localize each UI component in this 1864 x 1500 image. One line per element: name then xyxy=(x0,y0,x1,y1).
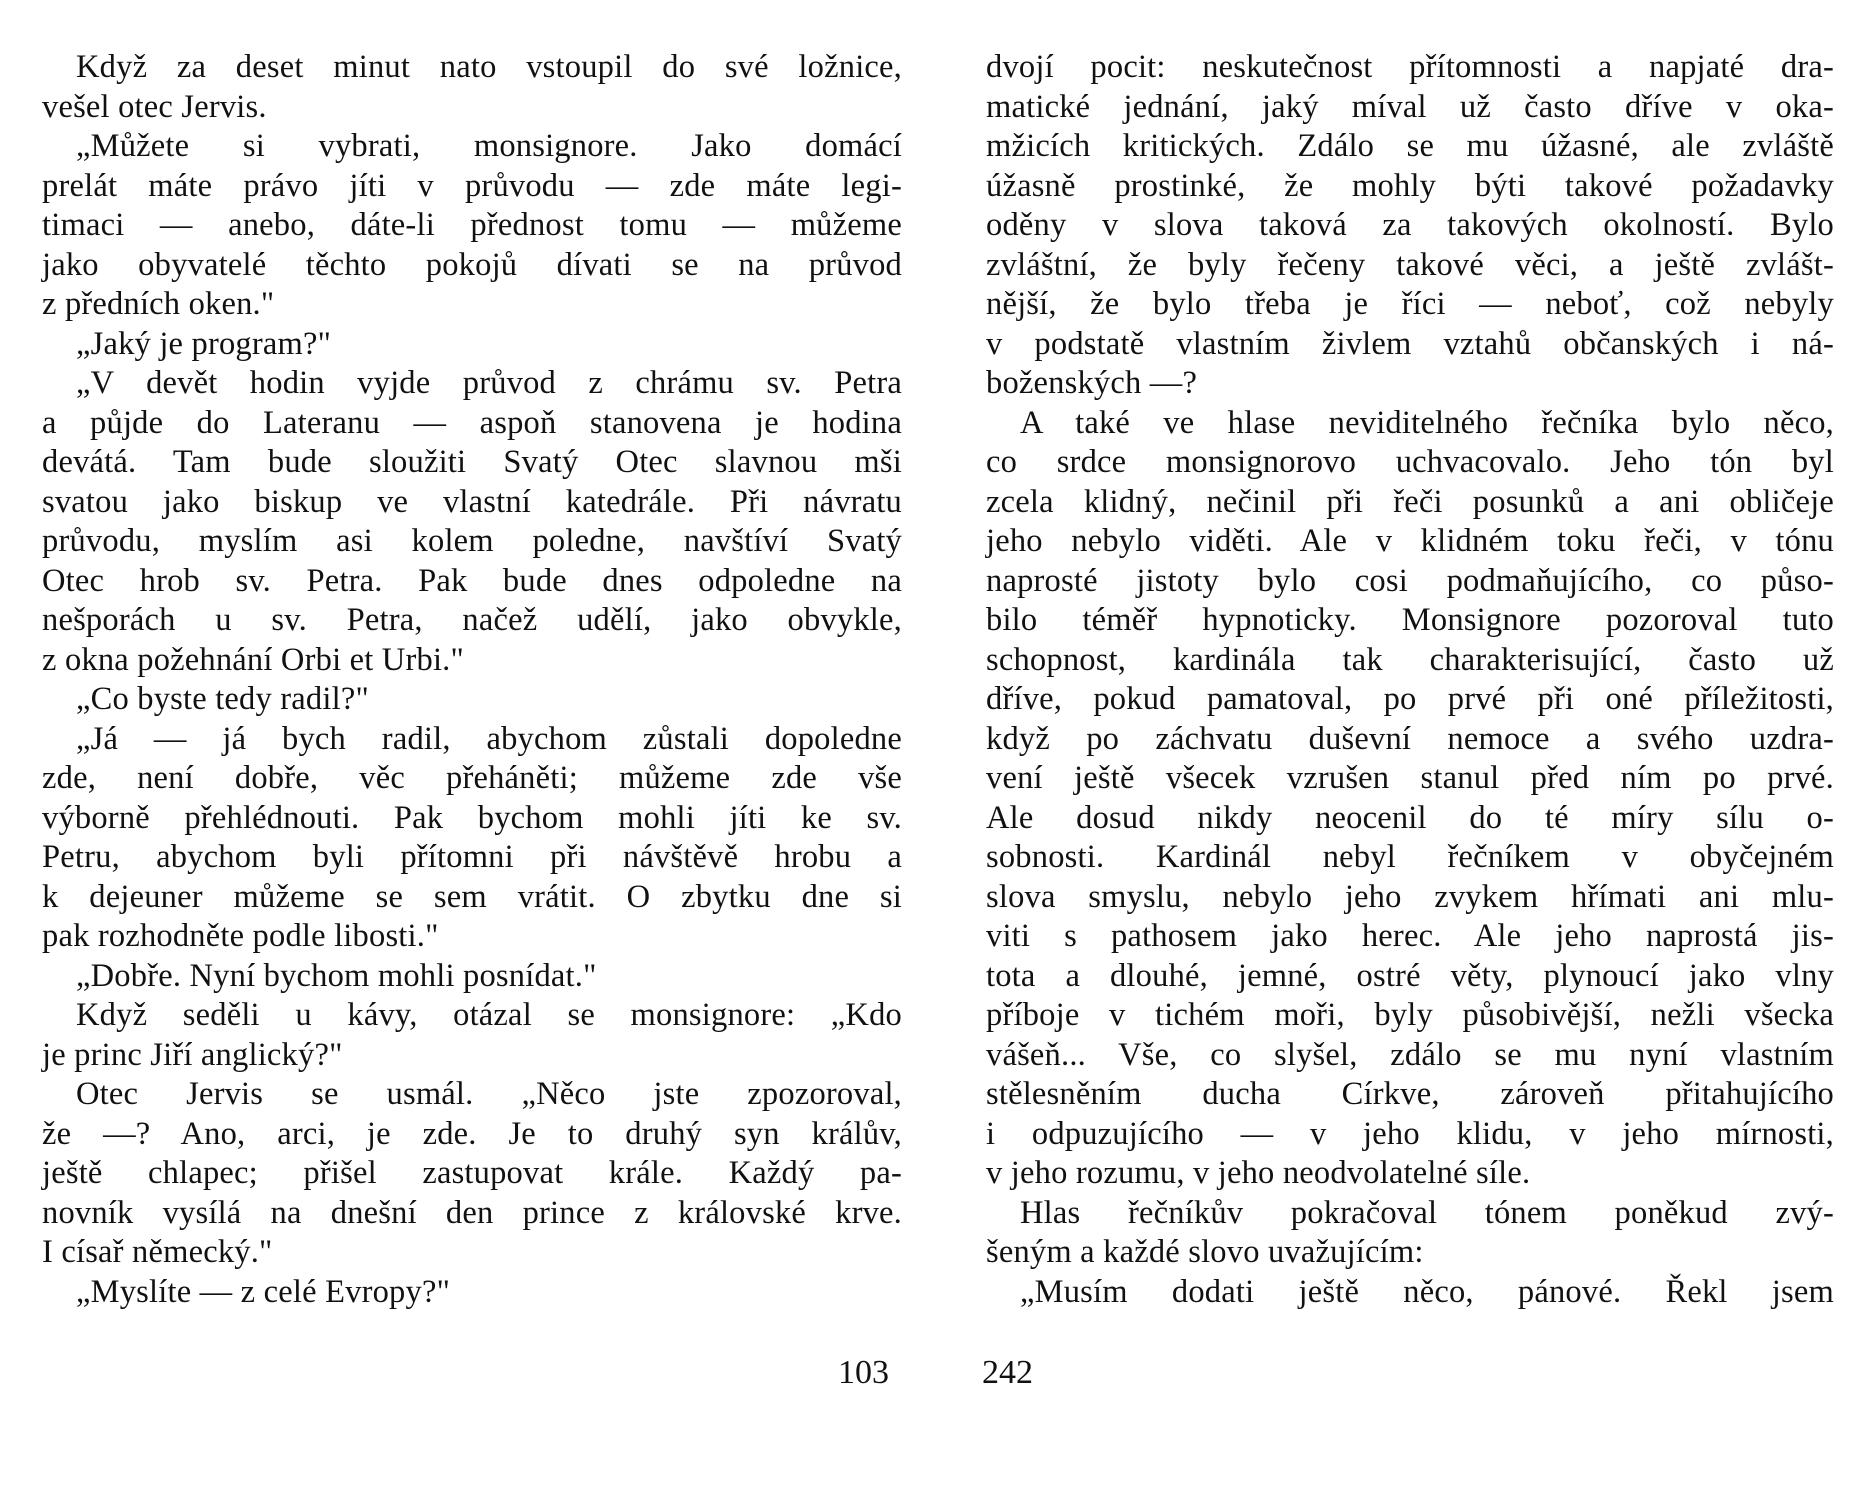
text-line: „V devět hodin vyjde průvod z chrámu sv. Petra xyxy=(76,365,902,401)
text-line: sobnosti. Kardinál nebyl řečníkem v obyčejném xyxy=(986,839,1834,875)
text-line: I císař německý." xyxy=(42,1234,273,1270)
text-line: Otec hrob sv. Petra. Pak bude dnes odpoledne na xyxy=(42,562,902,599)
text-line: tota a dlouhé, jemné, ostré věty, plynoucí jako vlny xyxy=(986,957,1834,994)
text-line: „Myslíte — z celé Evropy?" xyxy=(76,1273,451,1310)
right-page-number: 242 xyxy=(982,1354,1033,1391)
text-line: „Já — já bych radil, abychom zůstali dopoledne xyxy=(76,720,902,757)
text-line: „Musím dodati ještě něco, pánové. Řekl jsem xyxy=(1020,1273,1834,1310)
text-line: mžicích kritických. Zdálo se mu úžasné, ale zvláště xyxy=(986,128,1834,164)
text-line: zcela klidný, nečinil při řeči posunků a ani obličeje xyxy=(986,483,1834,520)
text-line: naprosté jistoty bylo cosi podmaňujícího, co půso- xyxy=(986,562,1834,599)
text-line: je princ Jiří anglický?" xyxy=(42,1036,343,1073)
text-line: Když za deset minut nato vstoupil do své ložnice, xyxy=(76,49,902,85)
text-line: Hlas řečníkův pokračoval tónem poněkud zvý- xyxy=(1020,1194,1834,1231)
text-line: výborně přehlédnouti. Pak bychom mohli jíti ke sv. xyxy=(42,799,902,836)
text-line: A také ve hlase neviditelného řečníka bylo něco, xyxy=(1020,404,1834,441)
text-line: i odpuzujícího — v jeho klidu, v jeho mírnosti, xyxy=(986,1115,1834,1152)
text-line: Otec Jervis se usmál. „Něco jste zpozoroval, xyxy=(76,1076,902,1112)
text-line: slova smyslu, nebylo jeho zvykem hřímati ani mlu- xyxy=(986,878,1834,915)
text-line: svatou jako biskup ve vlastní katedrále. Při návratu xyxy=(42,483,902,520)
right-page-text xyxy=(986,48,1834,1312)
text-line: Ale dosud nikdy neocenil do té míry sílu o- xyxy=(986,799,1834,836)
text-line: oděny v slova taková za takových okolností. Bylo xyxy=(986,207,1834,243)
text-line: novník vysílá na dnešní den prince z královské krve. xyxy=(42,1194,902,1231)
text-line: když po záchvatu duševní nemoce a svého uzdra- xyxy=(986,720,1834,757)
text-line: ještě chlapec; přišel zastupovat krále. Každý pa- xyxy=(42,1155,902,1191)
text-line: dříve, pokud pamatoval, po prvé při oné příležitosti, xyxy=(986,681,1834,717)
text-line: příboje v tichém moři, byly působivější, nežli všecka xyxy=(986,997,1834,1033)
text-line: „Jaký je program?" xyxy=(76,325,332,362)
text-line: nější, že bylo třeba je říci — neboť, což nebyly xyxy=(986,286,1834,322)
text-line: co srdce monsignorovo uchvacovalo. Jeho tón byl xyxy=(986,444,1834,480)
text-line: průvodu, myslím asi kolem poledne, navštíví Svatý xyxy=(42,523,902,559)
text-line: stělesněním ducha Církve, zároveň přitahujícího xyxy=(986,1076,1834,1112)
text-line: viti s pathosem jako herec. Ale jeho naprostá jis- xyxy=(986,918,1834,954)
text-line: vášeň... Vše, co slyšel, zdálo se mu nyní vlastním xyxy=(986,1036,1834,1073)
text-line: šeným a každé slovo uvažujícím: xyxy=(986,1234,1424,1270)
text-line: vešel otec Jervis. xyxy=(42,88,267,125)
text-line: k dejeuner můžeme se sem vrátit. O zbytku dne si xyxy=(42,878,902,915)
text-line: vení ještě všecek vzrušen stanul před ním po prvé. xyxy=(986,760,1834,796)
text-line: a půjde do Lateranu — aspoň stanovena je hodina xyxy=(42,404,902,441)
text-line: devátá. Tam bude sloužiti Svatý Otec slavnou mši xyxy=(42,444,902,480)
text-line: prelát máte právo jíti v průvodu — zde máte legi- xyxy=(42,167,902,204)
text-line: schopnost, kardinála tak charakterisující, často už xyxy=(986,641,1834,678)
left-page-text xyxy=(42,48,902,1312)
text-line: jako obyvatelé těchto pokojů dívati se na průvod xyxy=(42,246,902,283)
text-line: v podstatě vlastním živlem vztahů občanských i ná- xyxy=(986,325,1834,362)
text-line: bilo téměř hypnoticky. Monsignore pozoroval tuto xyxy=(986,602,1834,638)
text-line: úžasně prostinké, že mohly býti takové požadavky xyxy=(986,167,1834,204)
text-line: boženských —? xyxy=(986,365,1198,401)
text-line: Když seděli u kávy, otázal se monsignore: „Kdo xyxy=(76,997,902,1033)
text-line: matické jednání, jaký míval už často dříve v oka- xyxy=(986,88,1834,125)
text-line: zde, není dobře, věc přeháněti; můžeme zde vše xyxy=(42,760,902,796)
text-line: jeho nebylo viděti. Ale v klidném toku řeči, v tónu xyxy=(986,523,1834,559)
text-line: timaci — anebo, dáte-li přednost tomu — můžeme xyxy=(42,207,902,243)
text-line: Petru, abychom byli přítomni při návštěvě hrobu a xyxy=(42,839,902,875)
text-line: zvláštní, že byly řečeny takové věci, a ještě zvlášt- xyxy=(986,246,1834,283)
text-line: dvojí pocit: neskutečnost přítomnosti a napjaté dra- xyxy=(986,49,1834,85)
text-line: nešporách u sv. Petra, načež udělí, jako obvykle, xyxy=(42,602,902,638)
text-line: „Dobře. Nyní bychom mohli posnídat." xyxy=(76,957,597,994)
left-page-number: 103 xyxy=(838,1354,889,1391)
text-line: v jeho rozumu, v jeho neodvolatelné síle. xyxy=(986,1155,1531,1191)
text-line: z předních oken." xyxy=(42,286,275,322)
text-line: z okna požehnání Orbi et Urbi." xyxy=(42,641,464,678)
text-line: že —? Ano, arci, je zde. Je to druhý syn králův, xyxy=(42,1115,902,1152)
text-line: pak rozhodněte podle libosti." xyxy=(42,918,439,954)
text-line: „Můžete si vybrati, monsignore. Jako domácí xyxy=(76,128,902,164)
text-line: „Co byste tedy radil?" xyxy=(76,681,369,717)
